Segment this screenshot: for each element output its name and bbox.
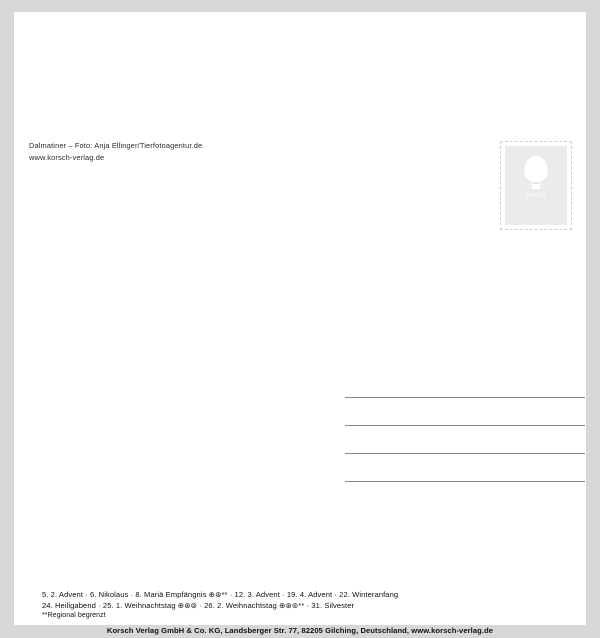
holiday-notes-line-1: 5. 2. Advent · 6. Nikolaus · 8. Mariä Empfängnis ⊕⊛** · 12. 3. Advent · 19. 4. Advent · 22. Winteranfang xyxy=(42,590,399,599)
holiday-notes-footnote: **Regional begrenzt xyxy=(42,612,106,620)
address-line-3[interactable] xyxy=(345,426,585,454)
address-line-4[interactable] xyxy=(345,454,585,482)
postcard-back xyxy=(14,12,586,635)
address-area[interactable] xyxy=(345,370,585,482)
holiday-notes xyxy=(42,590,398,622)
stamp-inner xyxy=(505,146,567,225)
photo-credit-line-1: Dalmatiner – Foto: Anja Ellinger/Tierfotoagentur.de xyxy=(29,141,203,150)
publisher-imprint: Korsch Verlag GmbH & Co. KG, Landsberger Str. 77, 82205 Gilching, Deutschland, www.korsch-verlag.de xyxy=(106,626,494,635)
address-line-1[interactable] xyxy=(345,370,585,398)
photo-credit-line-2: www.korsch-verlag.de xyxy=(29,152,105,162)
stamp-placeholder xyxy=(500,141,572,230)
stamp-graphic xyxy=(505,156,567,199)
stamp-label: PORTO xyxy=(525,193,547,199)
holiday-notes-line-2: 24. Heiligabend · 25. 1. Weihnachtstag ⊕⊛⊚ · 26. 2. Weihnachtstag ⊕⊛⊚** · 31. Silvester xyxy=(42,600,355,610)
address-line-2[interactable] xyxy=(345,398,585,426)
hot-air-balloon-icon xyxy=(521,156,551,190)
photo-credit xyxy=(29,140,202,163)
